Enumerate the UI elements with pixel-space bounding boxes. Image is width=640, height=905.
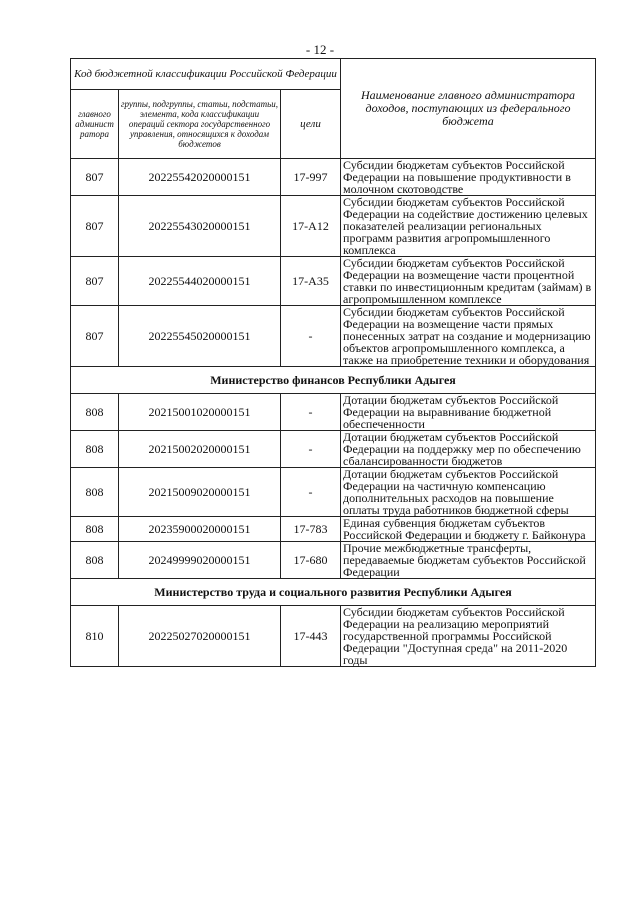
section-row	[71, 367, 596, 394]
admin-cell: 807	[71, 306, 119, 367]
code-cell: 20225544020000151	[119, 257, 281, 306]
code-cell: 20215001020000151	[119, 394, 281, 431]
code-cell: 20225543020000151	[119, 196, 281, 257]
section-title: Министерство финансов Республики Адыгея	[71, 367, 596, 394]
admin-cell: 808	[71, 394, 119, 431]
name-cell: Субсидии бюджетам субъектов Российской Федерации на возмещение части процентной ставки по инвестиционным кредитам (займам) в агропромышленном комплексе	[341, 257, 596, 306]
table-row	[71, 468, 596, 517]
admin-cell: 807	[71, 159, 119, 196]
goal-cell: 17-997	[281, 159, 341, 196]
table-row	[71, 196, 596, 257]
section-row	[71, 579, 596, 606]
code-cell: 20225542020000151	[119, 159, 281, 196]
table-row	[71, 394, 596, 431]
header-goal-col: цели	[281, 90, 341, 159]
admin-cell: 808	[71, 542, 119, 579]
admin-cell: 808	[71, 517, 119, 542]
name-cell: Прочие межбюджетные трансферты, передаваемые бюджетам субъектов Российской Федерации	[341, 542, 596, 579]
admin-cell: 810	[71, 606, 119, 667]
table-row	[71, 159, 596, 196]
goal-cell: 17-783	[281, 517, 341, 542]
table-row	[71, 306, 596, 367]
code-cell: 20225545020000151	[119, 306, 281, 367]
admin-cell: 808	[71, 431, 119, 468]
table-row	[71, 257, 596, 306]
name-cell: Дотации бюджетам субъектов Российской Федерации на поддержку мер по обеспечению сбалансированности бюджетов	[341, 431, 596, 468]
table-row	[71, 606, 596, 667]
budget-classification-table	[70, 58, 596, 667]
code-cell: 20215009020000151	[119, 468, 281, 517]
admin-cell: 808	[71, 468, 119, 517]
header-group-title: Код бюджетной классификации Российской Федерации	[71, 59, 341, 90]
header-name-title: Наименование главного администратора доходов, поступающих из федерального бюджета	[341, 59, 596, 159]
code-cell: 20249999020000151	[119, 542, 281, 579]
goal-cell: -	[281, 394, 341, 431]
goal-cell: 17-A35	[281, 257, 341, 306]
admin-cell: 807	[71, 257, 119, 306]
table-row	[71, 542, 596, 579]
name-cell: Дотации бюджетам субъектов Российской Федерации на частичную компенсацию дополнительных расходов на повышение оплаты труда работников бюджетной сферы	[341, 468, 596, 517]
header-admin-col: главного админист ратора	[71, 90, 119, 159]
code-cell: 20215002020000151	[119, 431, 281, 468]
goal-cell: -	[281, 306, 341, 367]
page-number: - 12 -	[305, 42, 335, 57]
table-body	[71, 159, 596, 667]
goal-cell: -	[281, 431, 341, 468]
table-row	[71, 431, 596, 468]
name-cell: Дотации бюджетам субъектов Российской Федерации на выравнивание бюджетной обеспеченности	[341, 394, 596, 431]
name-cell: Субсидии бюджетам субъектов Российской Федерации на возмещение части прямых понесенных затрат на создание и модернизацию объектов агропромышленного комплекса, а также на приобретение техники и оборудования	[341, 306, 596, 367]
code-cell: 20225027020000151	[119, 606, 281, 667]
code-cell: 20235900020000151	[119, 517, 281, 542]
name-cell: Субсидии бюджетам субъектов Российской Федерации на реализацию мероприятий государственной программы Российской Федерации "Доступная среда" на 2011-2020 годы	[341, 606, 596, 667]
goal-cell: -	[281, 468, 341, 517]
header-code-col: группы, подгруппы, статьи, подстатьи, элемента, кода классификации операций сектора государственного управления, относящихся к доходам бюджетов	[119, 90, 281, 159]
goal-cell: 17-443	[281, 606, 341, 667]
name-cell: Субсидии бюджетам субъектов Российской Федерации на повышение продуктивности в молочном скотоводстве	[341, 159, 596, 196]
name-cell: Субсидии бюджетам субъектов Российской Федерации на содействие достижению целевых показателей реализации региональных программ развития агропромышленного комплекса	[341, 196, 596, 257]
table-row	[71, 517, 596, 542]
admin-cell: 807	[71, 196, 119, 257]
goal-cell: 17-A12	[281, 196, 341, 257]
goal-cell: 17-680	[281, 542, 341, 579]
section-title: Министерство труда и социального развития Республики Адыгея	[71, 579, 596, 606]
name-cell: Единая субвенция бюджетам субъектов Российской Федерации и бюджету г. Байконура	[341, 517, 596, 542]
